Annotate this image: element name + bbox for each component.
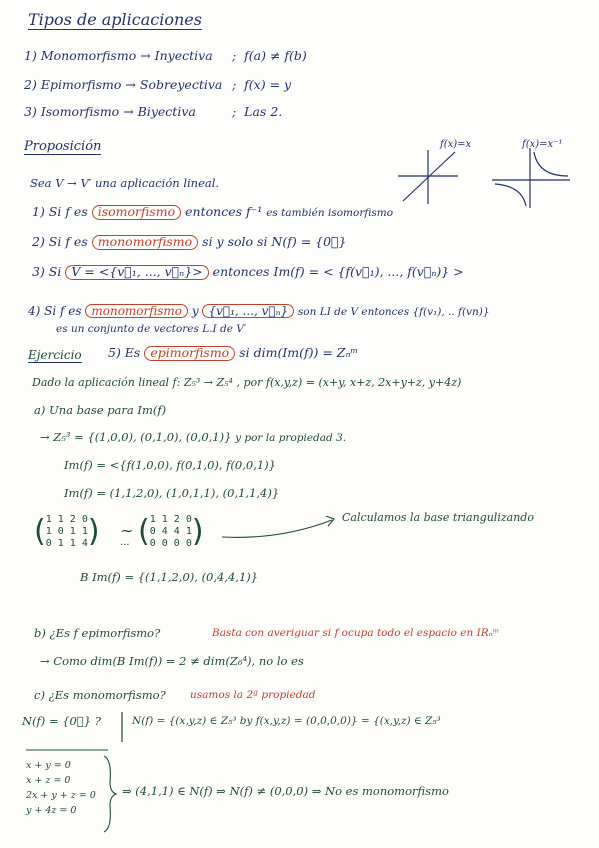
part-a-line3: Im(f) = (1,1,2,0), (1,0,1,1), (0,1,1,4)} [64, 486, 280, 500]
system-equation: 2x + y + z = 0 [26, 790, 96, 801]
matrix-right-open-paren: ( [138, 514, 150, 549]
type-name: Monomorfismo [40, 48, 137, 63]
type-cond-1 [232, 50, 307, 63]
part-b-note: Basta con averiguar si f ocupa todo el espacio en IRₙᵐ [212, 627, 500, 639]
part-b-title: b) ¿Es f epimorfismo? [34, 626, 161, 640]
type-name: Epimorfismo [40, 77, 122, 92]
canonical-basis: → Z₅³ = {(1,0,0), (0,1,0), (0,0,1)} [40, 430, 232, 444]
separator: ; [232, 77, 237, 92]
prop-4 [28, 304, 490, 318]
type-kind: Sobreyectiva [139, 77, 223, 92]
matrix-left-open-paren: ( [34, 514, 46, 549]
matrix-right-row: 0 4 4 1 [149, 526, 192, 537]
prop-3 [32, 265, 464, 280]
prop-5-pre: 5) Es [108, 345, 141, 360]
matrix-left-row: 0 1 1 4 [45, 538, 88, 549]
reciprocal-graph [492, 148, 570, 208]
kernel-definition: N(f) = {(x,y,z) ∈ Z₅³ by f(x,y,z) = (0,0,0,0)} = {(x,y,z) ∈ Z₅³ [132, 715, 441, 727]
prop-4-circled-1: monomorfismo [85, 304, 188, 318]
prop-3-circled: V = <{v⃗₁, ..., v⃗ₙ}> [65, 265, 208, 280]
prop-1-mid: entonces f⁻¹ [185, 204, 263, 219]
type-cond-3 [232, 106, 282, 119]
prop-5-circled: epimorfismo [144, 346, 235, 361]
identity-graph [398, 150, 458, 204]
prop-4-circled-2: {v⃗₁, ..., v⃗ₙ} [202, 304, 294, 318]
type-number: 1) [24, 48, 37, 63]
prop-4-post: son LI de V entonces {f(v₁), .. f(vn)} [297, 306, 490, 318]
arrow: → [125, 77, 136, 92]
separator: ; [232, 104, 237, 119]
prop-1 [32, 205, 393, 220]
part-a-title: a) Una base para Im(f) [34, 403, 167, 417]
condition: Las 2. [244, 104, 283, 119]
prop-2-circled: monomorfismo [92, 235, 198, 250]
type-kind: Inyectiva [154, 48, 213, 63]
matrix-left-row: 1 0 1 1 [45, 526, 88, 537]
part-c-title: c) ¿Es monomorfismo? [34, 688, 166, 702]
graph-label-identity: f(x)=x [440, 139, 472, 150]
prop-1-circled: isomorfismo [92, 205, 181, 220]
page-title: Tipos de aplicaciones [28, 10, 202, 29]
prop-5 [108, 346, 358, 361]
part-b-line: → Como dim(B Im(f)) = 2 ≠ dim(Z₆⁴), no lo es [40, 654, 304, 668]
type-row-2 [24, 79, 222, 92]
prop-2 [32, 235, 347, 250]
type-number: 3) [24, 104, 37, 119]
prop-1-post: es también isomorfismo [266, 207, 394, 219]
matrix-right-row: 0 0 0 0 [149, 538, 192, 549]
matrix-right-row: 1 1 2 0 [149, 514, 192, 525]
prop-3-post: entonces Im(f) = < {f(v⃗₁), ..., f(v⃗ₙ)} > [212, 264, 464, 279]
system-equation: x + z = 0 [26, 775, 71, 786]
matrix-left [34, 514, 100, 550]
part-c-note: usamos la 2ª propiedad [190, 689, 316, 701]
part-a-line1 [40, 432, 346, 444]
system-equation: y + 4z = 0 [26, 805, 77, 816]
prop-3-pre: 3) Si [32, 264, 62, 279]
exercise-statement: Dado la aplicación lineal f: Z₅³ → Z₅⁴ , por f(x,y,z) = (x+y, x+z, 2x+y+z, y+4z) [32, 376, 462, 389]
prop-4-line2: es un conjunto de vectores L.I de V′ [56, 323, 247, 335]
type-number: 2) [24, 77, 37, 92]
graph-label-reciprocal: f(x)=x⁻¹ [522, 139, 563, 150]
matrix-right-close-paren: ) [191, 514, 204, 549]
matrix-note: Calculamos la base triangulizando [342, 511, 534, 524]
row-equivalence-tilde: ∼ [120, 521, 134, 540]
row-equivalence-dots: ... [120, 537, 130, 548]
condition: f(x) = y [244, 77, 292, 92]
matrix-right [138, 514, 204, 550]
prop-4-mid: y [191, 304, 199, 318]
ejercicio-label: Ejercicio [28, 348, 82, 362]
basis-result: B Im(f) = {(1,1,2,0), (0,4,4,1)} [80, 570, 259, 584]
prop-5-post: si dim(Im(f)) = Zₙᵐ [239, 345, 359, 360]
type-name: Isomorfismo [40, 104, 120, 119]
linear-system [26, 758, 96, 818]
arrow: → [123, 104, 134, 119]
system-equation: x + y = 0 [26, 760, 71, 771]
type-row-1 [24, 50, 213, 63]
prop-4-pre: 4) Si f es [28, 304, 82, 318]
type-row-3 [24, 106, 196, 119]
separator: ; [232, 48, 237, 63]
prop-2-post: si y solo si N(f) = {0⃗} [202, 234, 347, 249]
prop-1-pre: 1) Si f es [32, 204, 88, 219]
type-cond-2 [232, 79, 291, 92]
type-kind: Biyectiva [137, 104, 196, 119]
proposicion-heading: Proposición [24, 139, 102, 154]
arrow: → [140, 48, 151, 63]
prop-2-pre: 2) Si f es [32, 234, 88, 249]
matrix-left-close-paren: ) [87, 514, 100, 549]
condition: f(a) ≠ f(b) [244, 48, 307, 63]
kernel-conclusion: ⇒ (4,1,1) ∈ N(f) ⇒ N(f) ≠ (0,0,0) ⇒ No es monomorfismo [122, 784, 449, 798]
kernel-question: N(f) = {0⃗} ? [22, 714, 101, 728]
property-note: y por la propiedad 3. [235, 432, 347, 444]
matrix-left-row: 1 1 2 0 [45, 514, 88, 525]
proposicion-intro: Sea V → V′ una aplicación lineal. [30, 176, 220, 190]
part-a-line2: Im(f) = <{f(1,0,0), f(0,1,0), f(0,0,1)} [64, 458, 276, 472]
